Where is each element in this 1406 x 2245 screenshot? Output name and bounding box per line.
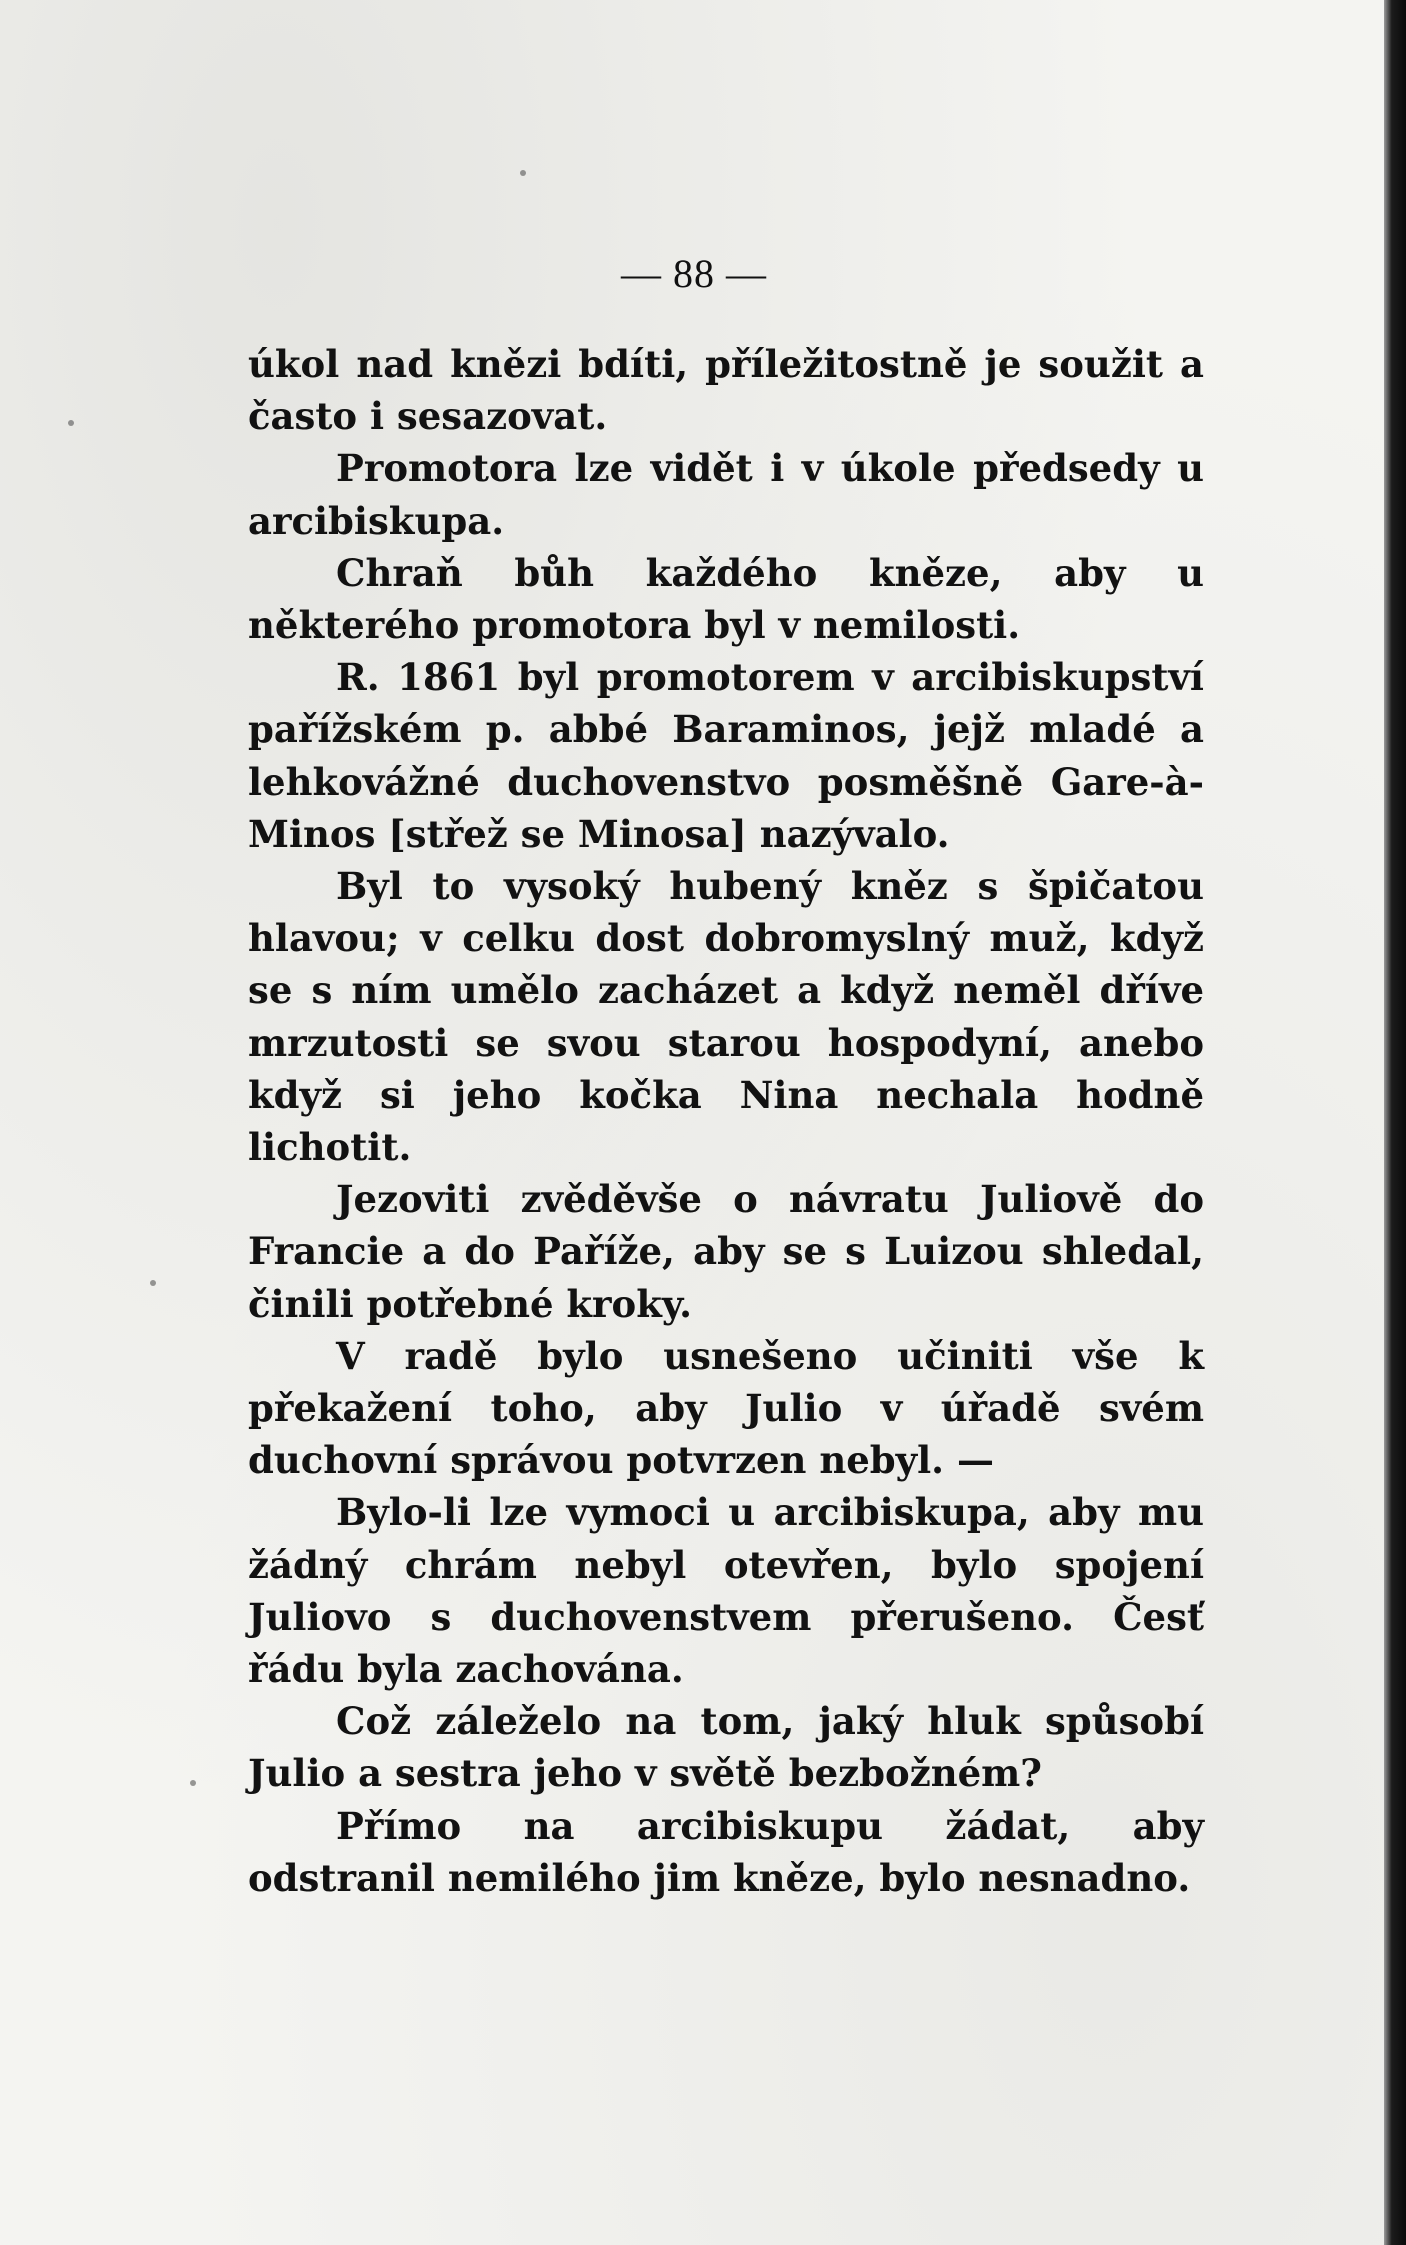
paragraph: Byl to vysoký hubený kněz s špičatou hlavou; v celku dost dobromyslný muž, když se s ním umělo zacházet a když neměl dříve mrzutosti se svou starou hospodyní, anebo když si jeho kočka Nina nechala hodně lichotit. [248, 864, 1204, 1170]
ink-speck [190, 1780, 196, 1786]
ink-speck [520, 170, 526, 176]
book-spine-edge [1384, 0, 1406, 2245]
paragraph: Bylo-li lze vymoci u arcibiskupa, aby mu žádný chrám nebyl otevřen, bylo spojení Juliovo s duchovenstvem přerušeno. Česť řádu byla zachována. [248, 1490, 1204, 1692]
ink-speck [68, 420, 74, 426]
paragraph: Promotora lze vidět i v úkole předsedy u arcibiskupa. [248, 446, 1204, 543]
paragraph: Chraň bůh každého kněze, aby u některého promotora byl v nemilosti. [248, 550, 1204, 648]
paragraph: V radě bylo usnešeno učiniti vše k překažení toho, aby Julio v úřadě svém duchovní správou potvrzen nebyl. — [248, 1333, 1204, 1483]
ink-speck [150, 1280, 156, 1286]
body-text [248, 338, 1204, 1904]
page-number: — 88 — [621, 251, 767, 296]
paragraph: úkol nad knězi bdíti, příležitostně je soužit a často i sesazovat. [248, 342, 1204, 439]
paragraph: R. 1861 byl promotorem v arcibiskupství pařížském p. abbé Baraminos, jejž mladé a lehkovážné duchovenstvo posměšně Gare-à-Minos [střež se Minosa] nazývalo. [248, 655, 1204, 856]
paragraph: Což záleželo na tom, jaký hluk spůsobí Julio a sestra jeho v světě bezbožném? [248, 1699, 1204, 1796]
paragraph: Jezoviti zvěděvše o návratu Juliově do Francie a do Paříže, aby se s Luizou shledal, činili potřebné kroky. [248, 1177, 1204, 1326]
paragraph: Přímo na arcibiskupu žádat, aby odstranil nemilého jim kněze, bylo nesnadno. [248, 1803, 1204, 1900]
